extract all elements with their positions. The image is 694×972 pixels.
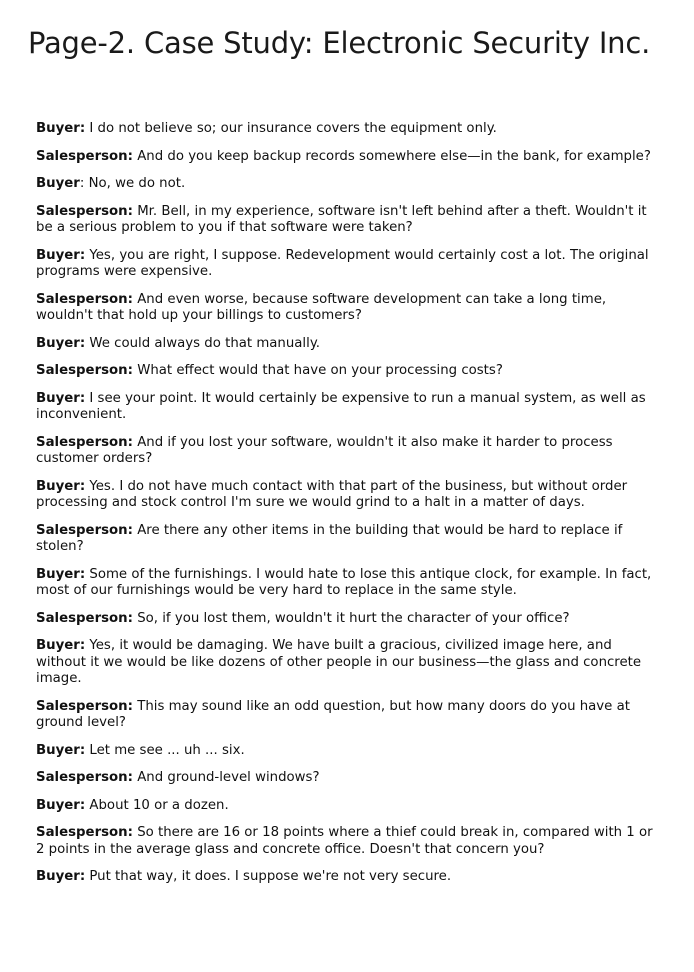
dialogue-turn (36, 699, 658, 732)
speaker-label: Salesperson: (36, 770, 133, 785)
dialogue-text: Yes, it would be damaging. We have built a gracious, civilized image here, and without it we would be like dozens of other people in our business—the glass and concrete image. (36, 638, 642, 686)
speaker-label: Buyer: (36, 638, 86, 653)
dialogue-text: And do you keep backup records somewhere else—in the bank, for example? (132, 148, 651, 164)
speaker-label: Buyer: (36, 478, 86, 494)
dialogue-text: Let me see ... uh ... six. (85, 742, 245, 758)
speaker-label: Buyer: (36, 390, 86, 406)
dialogue-text: So there are 16 or 18 points where a thief could break in, compared with 1 or 2 points in the average glass and concrete office. Doesn't that concern you? (36, 825, 653, 857)
dialogue-turn (36, 292, 658, 325)
dialogue-turn (36, 825, 658, 858)
speaker-label: Buyer: (36, 797, 86, 813)
dialogue-text: And ground-level windows? (132, 770, 320, 785)
dialogue-turn (36, 611, 658, 628)
dialogue-turn (36, 391, 658, 424)
dialogue-turn (36, 638, 658, 688)
dialogue-transcript (36, 121, 658, 897)
dialogue-turn (36, 869, 658, 886)
speaker-label: Salesperson: (36, 825, 133, 840)
dialogue-turn (36, 363, 658, 380)
dialogue-turn (36, 176, 658, 193)
dialogue-text: About 10 or a dozen. (85, 797, 229, 813)
dialogue-text: What effect would that have on your processing costs? (132, 363, 503, 378)
dialogue-text: Put that way, it does. I suppose we're not very secure. (85, 869, 452, 884)
dialogue-turn (36, 743, 658, 760)
dialogue-text: And even worse, because software development can take a long time, wouldn't that hold up your billings to customers? (36, 291, 607, 323)
speaker-label: Buyer: (36, 566, 86, 582)
dialogue-text: Yes, you are right, I suppose. Redevelopment would certainly cost a lot. The original programs were expensive. (36, 247, 649, 279)
dialogue-text: I see your point. It would certainly be expensive to run a manual system, as well as inconvenient. (36, 390, 646, 422)
dialogue-text: Are there any other items in the building that would be hard to replace if stolen? (36, 522, 623, 554)
dialogue-turn (36, 479, 658, 512)
dialogue-turn (36, 336, 658, 353)
dialogue-turn (36, 435, 658, 468)
dialogue-text: Mr. Bell, in my experience, software isn't left behind after a theft. Wouldn't it be a serious problem to you if that software were taken? (36, 203, 647, 235)
dialogue-text: This may sound like an odd question, but how many doors do you have at ground level? (36, 698, 630, 730)
dialogue-text: Some of the furnishings. I would hate to lose this antique clock, for example. In fact, most of our furnishings would be very hard to replace in the same style. (36, 566, 652, 598)
dialogue-text: Yes. I do not have much contact with that part of the business, but without order processing and stock control I'm sure we would grind to a halt in a matter of days. (36, 478, 628, 510)
speaker-label: Salesperson: (36, 698, 133, 714)
speaker-label: Salesperson: (36, 203, 133, 219)
dialogue-turn (36, 149, 658, 166)
dialogue-text: And if you lost your software, wouldn't it also make it harder to process customer orders? (36, 434, 613, 466)
speaker-label: Buyer: (36, 121, 86, 136)
dialogue-turn (36, 567, 658, 600)
dialogue-text: So, if you lost them, wouldn't it hurt the character of your office? (132, 610, 570, 626)
dialogue-turn (36, 121, 658, 138)
dialogue-text: We could always do that manually. (85, 335, 321, 351)
speaker-label: Salesperson: (36, 291, 133, 307)
dialogue-turn (36, 248, 658, 281)
speaker-label: Buyer: (36, 742, 86, 758)
dialogue-text: I do not believe so; our insurance covers the equipment only. (85, 121, 497, 136)
speaker-label: Salesperson: (36, 434, 133, 450)
speaker-label: Salesperson: (36, 148, 133, 164)
dialogue-turn (36, 798, 658, 815)
dialogue-text: : No, we do not. (79, 176, 186, 191)
speaker-label: Buyer (36, 176, 80, 191)
dialogue-turn (36, 204, 658, 237)
speaker-label: Buyer: (36, 869, 86, 884)
dialogue-turn (36, 523, 658, 556)
speaker-label: Buyer: (36, 335, 86, 351)
page-title: Page-2. Case Study: Electronic Security Inc. (28, 26, 651, 60)
speaker-label: Salesperson: (36, 610, 133, 626)
dialogue-turn (36, 770, 658, 787)
speaker-label: Salesperson: (36, 363, 133, 378)
speaker-label: Salesperson: (36, 522, 133, 538)
speaker-label: Buyer: (36, 247, 86, 263)
